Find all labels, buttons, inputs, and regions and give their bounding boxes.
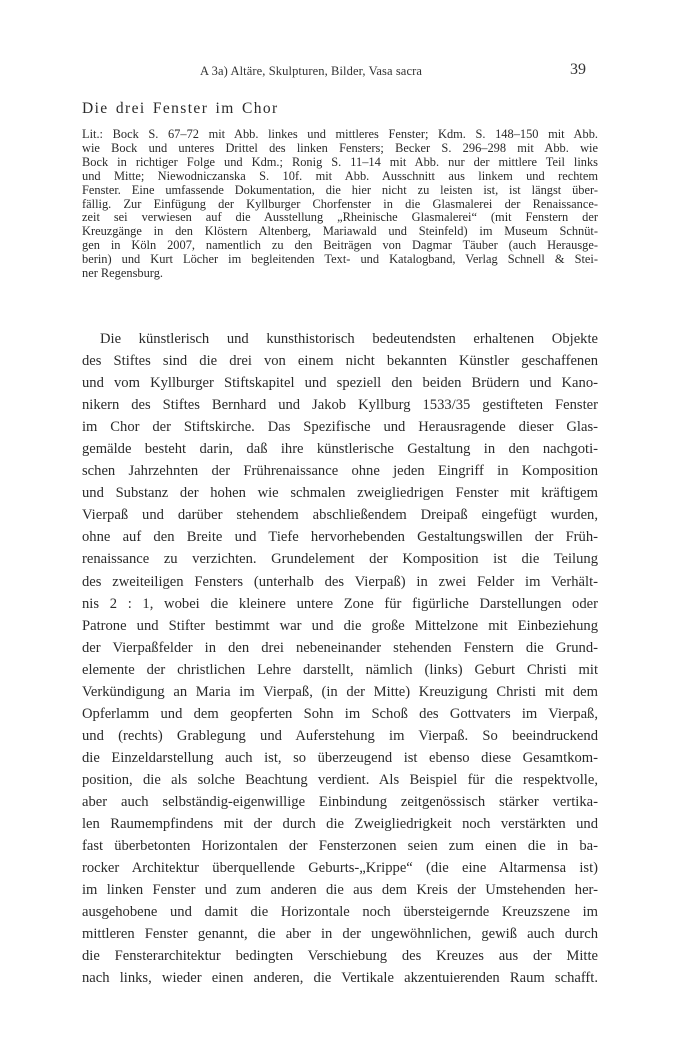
body-line: Verkündigung an Maria im Vierpaß, (in der Mitte) Kreuzigung Christi mit dem — [82, 683, 598, 700]
body-line: der Vierpaßfelder in den drei nebeneinander stehenden Fenstern die Grund- — [82, 639, 598, 656]
literature-line: Fenster. Eine umfassende Dokumentation, die hier nicht zu leisten ist, ist längst über- — [82, 182, 598, 197]
body-line: und (rechts) Grablegung und Auferstehung im Vierpaß. So beeindruckend — [82, 727, 598, 744]
body-line: und Substanz der hohen wie schmalen zweigliedrigen Fenster mit kräftigem — [82, 485, 598, 502]
literature-line: Bock in richtiger Folge und Kdm.; Ronig S. 11–14 mit Abb. nur der mittlere Teil links — [82, 154, 598, 169]
literature-line: wie Bock und unteres Drittel des linken Fensters; Becker S. 296–298 mit Abb. wie — [82, 140, 598, 155]
body-line: ohne auf den Breite und Tiefe hervorhebenden Gestaltungswillen der Früh- — [82, 529, 598, 546]
body-line: ausgehobene und damit die Horizontale noch übersteigernde Kreuzszene im — [82, 904, 598, 921]
body-line: Vierpaß und darüber stehendem abschließendem Dreipaß eingefügt wurden, — [82, 507, 598, 524]
body-line: im linken Fenster und zum anderen die aus dem Kreis der Umstehenden her- — [82, 882, 598, 899]
body-line: des Stiftes sind die drei von einem nicht bekannten Künstler geschaffenen — [82, 353, 598, 370]
literature-line: fällig. Zur Einfügung der Kyllburger Chorfenster in die Glasmalerei der Renaissance- — [82, 196, 598, 211]
body-line: len Raumempfindens mit der durch die Zweigliedrigkeit noch verstärkten und — [82, 816, 598, 833]
literature-line: gen in Köln 2007, namentlich zu den Beiträgen von Dagmar Täuber (auch Herausge- — [82, 238, 598, 253]
body-line: fast überbetonten Horizontalen der Fensterzonen seien zum einen die in ba- — [82, 838, 598, 855]
section-title: Die drei Fenster im Chor — [82, 100, 279, 117]
body-line: nach links, wieder einen anderen, die Vertikale akzentuierenden Raum schafft. — [82, 970, 598, 987]
literature-line: Lit.: Bock S. 67–72 mit Abb. linkes und mittleres Fenster; Kdm. S. 148–150 mit Abb. — [82, 127, 598, 141]
body-paragraph — [82, 328, 598, 989]
body-line: Die künstlerisch und kunsthistorisch bedeutendsten erhaltenen Objekte — [100, 331, 598, 347]
body-line: nikern des Stiftes Bernhard und Jakob Kyllburg 1533/35 gestifteten Fenster — [82, 397, 598, 414]
body-line: im Chor der Stiftskirche. Das Spezifische und Herausragende dieser Glas- — [82, 419, 598, 436]
body-line: gemälde besteht darin, daß ihre künstlerische Gestaltung in den nachgoti- — [82, 441, 598, 458]
body-line: und vom Kyllburger Stiftskapitel und speziell den beiden Brüdern und Kano- — [82, 375, 598, 392]
body-line: des zweiteiligen Fensters (unterhalb des Vierpaß) in zwei Felder im Verhält- — [82, 573, 598, 590]
page-number: 39 — [570, 61, 586, 78]
body-line: nis 2 : 1, wobei die kleinere untere Zone für figürliche Darstellungen oder — [82, 595, 598, 612]
literature-line: zeit sei verwiesen auf die Ausstellung „Rheinische Glasmalerei“ (mit Fenstern der — [82, 210, 598, 225]
literature-paragraph — [82, 128, 598, 281]
literature-line: berin) und Kurt Löcher im begleitenden Text- und Katalogband, Verlag Schnell & Stei- — [82, 252, 598, 267]
body-line: rocker Architektur überquellende Geburts-„Krippe“ (die eine Altarmensa ist) — [82, 860, 598, 877]
literature-line: ner Regensburg. — [82, 266, 163, 281]
body-line: die Fensterarchitektur bedingten Verschiebung des Kreuzes aus der Mitte — [82, 948, 598, 965]
body-line: Patrone und Stifter bestimmt war und die große Mittelzone mit Einbeziehung — [82, 617, 598, 634]
body-line: elemente der christlichen Lehre darstellt, nämlich (links) Geburt Christi mit — [82, 661, 598, 678]
running-head — [0, 61, 700, 84]
body-line: renaissance zu verzichten. Grundelement der Komposition ist die Teilung — [82, 551, 598, 568]
body-line: die Einzeldarstellung auch ist, so überzeugend ist ebenso diese Gesamtkom- — [82, 749, 598, 766]
literature-line: Kreuzgänge in den Klöstern Altenberg, Mariawald und Steinfeld) im Museum Schnüt- — [82, 224, 598, 239]
body-line: position, die als solche Beachtung verdient. Als Beispiel für die respektvolle, — [82, 771, 598, 788]
body-line: Opferlamm und dem geopferten Sohn im Schoß des Gottvaters im Vierpaß, — [82, 705, 598, 722]
running-head-title: A 3a) Altäre, Skulpturen, Bilder, Vasa sacra — [200, 64, 423, 78]
body-line: aber auch selbständig-eigenwillige Einbindung zeitgenössisch stärker vertika- — [82, 793, 598, 810]
body-line: schen Jahrzehnten der Frührenaissance ohne jeden Eingriff in Komposition — [82, 463, 598, 480]
body-line: mittleren Fenster genannt, die aber in der ungewöhnlichen, gewiß auch durch — [82, 926, 598, 943]
literature-line: und Mitte; Niewodniczanska S. 10f. mit Abb. Ausschnitt aus linkem und rechtem — [82, 168, 598, 183]
